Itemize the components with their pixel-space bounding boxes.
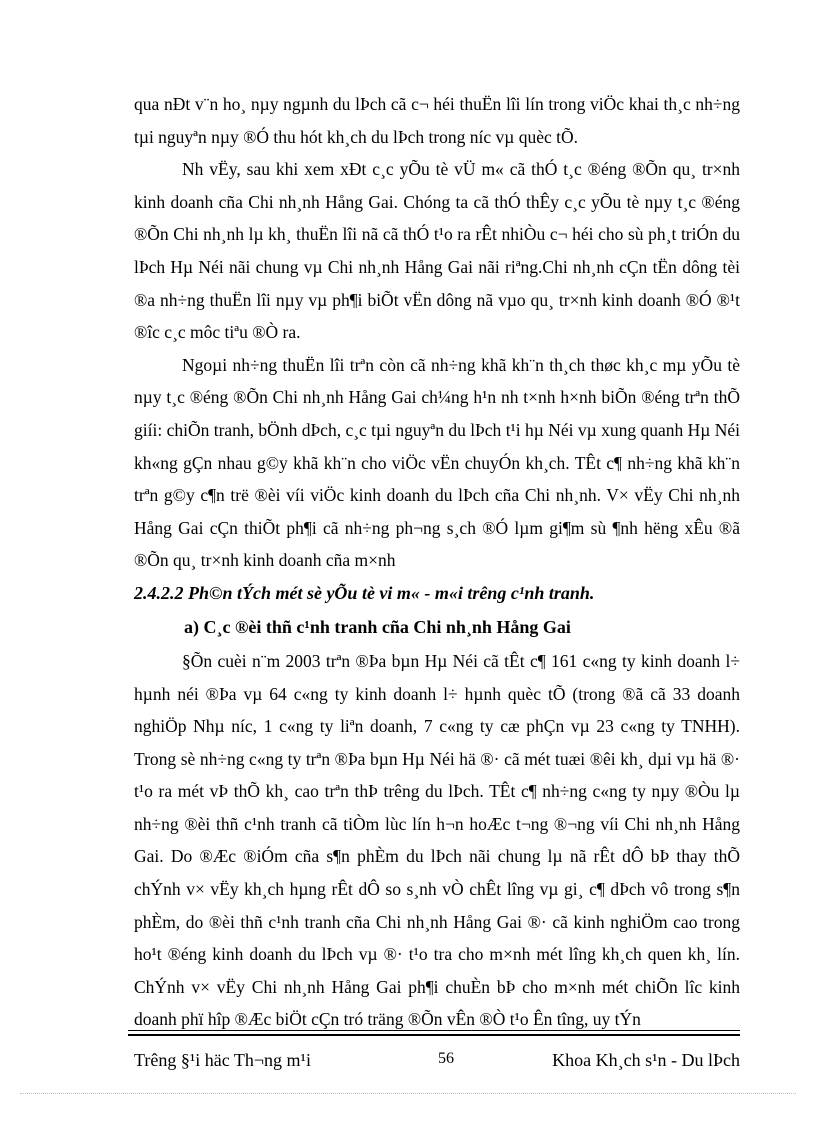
page-bottom-border (20, 1093, 796, 1094)
body-text (134, 88, 740, 1036)
footer-rule-thin (128, 1030, 740, 1031)
page-number: 56 (438, 1050, 454, 1067)
section-heading: 2.4.2.2 Ph©n tÝch mét sè yÕu tè vi m« - m«i trêng c¹nh tranh. (134, 582, 595, 603)
paragraph-1: qua nÐt v¨n ho¸ nµy ngµnh du lÞch cã c¬ héi thuËn lîi lín trong viÖc khai th¸c nh÷ng tµi nguyªn nµy ®Ó thu hót kh¸ch du lÞch trong níc vµ quèc tÕ. (134, 94, 740, 147)
paragraph-3: Ngoµi nh÷ng thuËn lîi trªn còn cã nh÷ng khã kh¨n th¸ch thøc kh¸c mµ yÕu tè nµy t¸c ®éng ®Õn Chi nh¸nh Hång Gai ch¼ng h¹n nh t×nh h×nh biÕn ®éng trªn thÕ giíi: chiÕn tranh, bÖnh dÞch, c¸c tµi nguyªn du lÞch t¹i hµ Néi vµ xung quanh Hµ Néi kh«ng gÇn nhau g©y khã kh¨n cho viÖc vËn chuyÓn kh¸ch. TÊt c¶ nh÷ng khã kh¨n trªn g©y c¶n trë ®èi víi viÖc kinh doanh du lÞch cña Chi nh¸nh. V× vËy Chi nh¸nh Hång Gai cÇn thiÕt ph¶i cã nh÷ng ph¬ng s¸ch ®Ó lµm gi¶m sù ¶nh hëng xÊu ®ã ®Õn qu¸ tr×nh kinh doanh cña m×nh (134, 354, 740, 571)
paragraph-2: Nh vËy, sau khi xem xÐt c¸c yÕu tè vÜ m« cã thÓ t¸c ®éng ®Õn qu¸ tr×nh kinh doanh cña Chi nh¸nh Hång Gai. Chóng ta cã thÓ thÊy c¸c yÕu tè nµy t¸c ®éng ®Õn Chi nh¸nh lµ kh¸ thuËn lîi nã cã thÓ t¹o ra rÊt nhiÒu c¬ héi cho sù ph¸t triÓn du lÞch Hµ Néi nãi chung vµ Chi nh¸nh Hång Gai nãi riªng.Chi nh¸nh cÇn tËn dông tèi ®a nh÷ng thuËn lîi nµy vµ ph¶i biÕt vËn dông nã vµo qu¸ tr×nh kinh doanh ®Ó ®¹t ®îc c¸c môc tiªu ®Ò ra. (134, 159, 740, 343)
subsection-heading: a) C¸c ®èi thñ c¹nh tranh cña Chi nh¸nh Hång Gai (184, 616, 571, 637)
paragraph-4: §Õn cuèi n¨m 2003 trªn ®Þa bµn Hµ Néi cã tÊt c¶ 161 c«ng ty kinh doanh l÷ hµnh néi ®Þa vµ 64 c«ng ty kinh doanh l÷ hµnh quèc tÕ (trong ®ã cã 33 doanh nghiÖp Nhµ níc, 1 c«ng ty liªn doanh, 7 c«ng ty cæ phÇn vµ 23 c«ng ty TNHH). Trong sè nh÷ng c«ng ty trªn ®Þa bµn Hµ Néi hä ®· cã mét tuæi ®êi kh¸ dµi vµ hä ®· t¹o ra mét vÞ thÕ kh¸ cao trªn thÞ trêng du lÞch. TÊt c¶ nh÷ng c«ng ty nµy ®Òu lµ nh÷ng ®èi thñ c¹nh tranh cã tiÒm lùc lín h¬n hoÆc t¬ng ®¬ng víi Chi nh¸nh Hång Gai. Do ®Æc ®iÓm cña s¶n phÈm du lÞch nãi chung lµ nã rÊt dÔ bÞ thay thÕ chÝnh v× vËy kh¸ch hµng rÊt dÔ so s¸nh vÒ chÊt lîng vµ gi¸ c¶ dÞch vô trong s¶n phÈm, do ®èi thñ c¹nh tranh cña Chi nh¸nh Hång Gai ®· cã kinh nghiÖm cao trong ho¹t ®éng kinh doanh du lÞch vµ ®· t¹o tra cho m×nh mét lîng kh¸ch quen kh¸ lín. ChÝnh v× vËy Chi nh¸nh Hång Gai ph¶i chuÈn bÞ cho m×nh mét chiÕn lîc kinh doanh phï hîp ®Æc biÖt cÇn tró träng ®Õn vÊn ®Ò t¹o Ên tîng, uy tÝn (134, 650, 740, 1030)
footer-university: Trêng §¹i häc Th¬ng m¹i (134, 1050, 311, 1070)
footer-faculty: Khoa Kh¸ch s¹n - Du lÞch (552, 1050, 740, 1070)
page-footer (134, 1050, 740, 1078)
footer-rule-thick (128, 1034, 740, 1036)
